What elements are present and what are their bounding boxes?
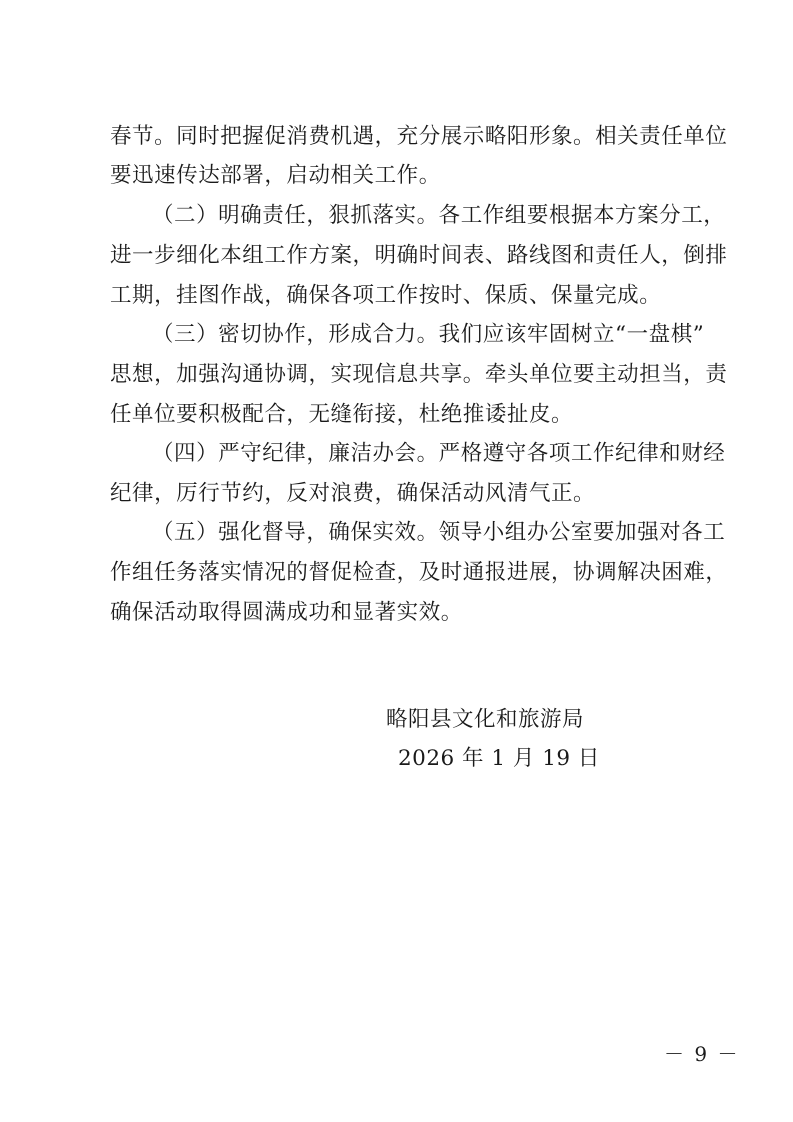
body-line-10: 纪律，厉行节约，反对浪费，确保活动风清气正。 bbox=[110, 481, 596, 506]
section-4-heading-line: （四）严守纪律，廉洁办会。严格遵守各项工作纪律和财经 bbox=[152, 441, 726, 466]
section-3-heading-line: （三）密切协作，形成合力。我们应该牢固树立“一盘棋” bbox=[152, 322, 705, 347]
body-line-1: 春节。同时把握促消费机遇，充分展示略阳形象。相关责任单位 bbox=[110, 124, 728, 149]
body-line-4: 进一步细化本组工作方案，明确时间表、路线图和责任人，倒排 bbox=[110, 243, 728, 268]
page-number: － 9 － bbox=[664, 1042, 740, 1066]
signature-date: 2026 年 1 月 19 日 bbox=[398, 746, 600, 771]
body-line-5: 工期，挂图作战，确保各项工作按时、保质、保量完成。 bbox=[110, 283, 662, 308]
section-2-heading-line: （二）明确责任，狠抓落实。各工作组要根据本方案分工， bbox=[152, 203, 726, 228]
body-line-13: 确保活动取得圆满成功和显著实效。 bbox=[110, 600, 463, 625]
signature-organization: 略阳县文化和旅游局 bbox=[386, 707, 585, 732]
body-line-8: 任单位要积极配合，无缝衔接，杜绝推诿扯皮。 bbox=[110, 402, 574, 427]
body-line-2: 要迅速传达部署，启动相关工作。 bbox=[110, 163, 441, 188]
body-line-7: 思想，加强沟通协调，实现信息共享。牵头单位要主动担当，责 bbox=[110, 362, 728, 387]
section-5-heading-line: （五）强化督导，确保实效。领导小组办公室要加强对各工 bbox=[152, 520, 726, 545]
body-line-12: 作组任务落实情况的督促检查，及时通报进展，协调解决困难， bbox=[110, 560, 728, 585]
